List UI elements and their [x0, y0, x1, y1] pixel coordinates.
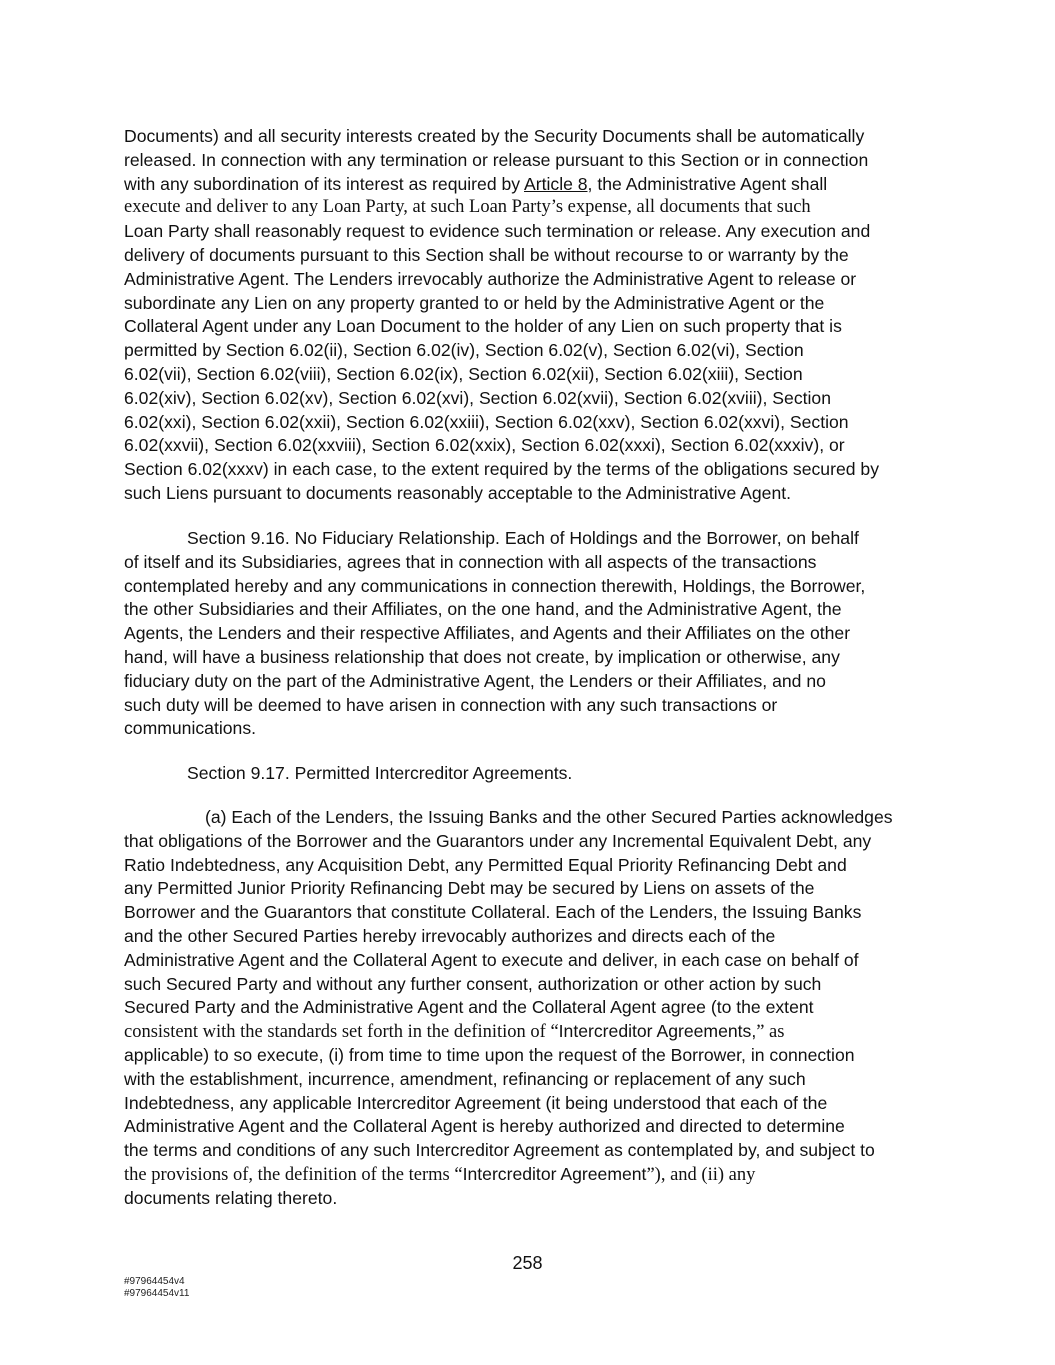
text-segment: the Administrative Agent shall [592, 173, 828, 194]
text-line: released. In connection with any termination or release pursuant to this Section or in connection [124, 149, 869, 170]
document-id-line: #97964454v11 [124, 1288, 190, 1299]
defined-term: Intercreditor Agreement [462, 1163, 647, 1184]
text-segment: with any subordination of its interest as required by [124, 173, 524, 194]
page-number: 258 [512, 1253, 543, 1273]
text-line: execute and deliver to any Loan Party, at such Loan Party’s expense, all documents that such [124, 197, 811, 218]
document-id-footer [124, 1276, 189, 1300]
text-segment: consistent with the standards set forth in the definition of “ [124, 1022, 559, 1043]
text-line: any Permitted Junior Priority Refinancing Debt may be secured by Liens on assets of the [124, 878, 815, 899]
text-line: Administrative Agent. The Lenders irrevocably authorize the Administrative Agent to release or [124, 268, 857, 289]
text-line: documents relating thereto. [124, 1187, 338, 1208]
text-line: Indebtedness, any applicable Intercreditor Agreement (it being understood that each of the [124, 1092, 828, 1113]
text-line: of itself and its Subsidiaries, agrees that in connection with all aspects of the transactions [124, 551, 817, 572]
text-segment: ” as [756, 1022, 785, 1043]
text-segment: ”), and (ii) any [646, 1164, 756, 1185]
text-line: 6.02(vii), Section 6.02(viii), Section 6.02(ix), Section 6.02(xii), Section 6.02(xiii), Section [124, 363, 803, 384]
text-line: such duty will be deemed to have arisen in connection with any such transactions or [124, 694, 778, 715]
text-line: the terms and conditions of any such Intercreditor Agreement as contemplated by, and subject to [124, 1140, 875, 1161]
text-line [124, 1020, 932, 1044]
section-heading-line: Section 9.17. Permitted Intercreditor Agreements. [187, 763, 573, 783]
text-line: 6.02(xxvii), Section 6.02(xxviii), Section 6.02(xxix), Section 6.02(xxxi), Section 6.02(xxxiv), or [124, 435, 845, 456]
text-line: such Secured Party and without any further consent, authorization or other action by such [124, 973, 822, 994]
text-line: permitted by Section 6.02(ii), Section 6.02(iv), Section 6.02(v), Section 6.02(vi), Section [124, 340, 804, 361]
text-line: fiduciary duty on the part of the Administrative Agent, the Lenders or their Affiliates, and no [124, 670, 826, 691]
article-8-link[interactable]: Article 8, [524, 173, 593, 194]
section-9-16 [124, 527, 932, 741]
text-line: Section 6.02(xxxv) in each case, to the extent required by the terms of the obligations secured by [124, 459, 879, 480]
defined-term: Intercreditor Agreements, [558, 1021, 757, 1042]
text-line: and the other Secured Parties hereby irrevocably authorizes and directs each of the [124, 925, 776, 946]
text-line: hand, will have a business relationship that does not create, by implication or otherwise, any [124, 646, 840, 667]
text-line: Documents) and all security interests created by the Security Documents shall be automatically [124, 126, 865, 146]
text-line: the other Subsidiaries and their Affiliates, on the one hand, and the Administrative Agent, the [124, 599, 842, 620]
text-line [124, 1163, 932, 1187]
text-line: with the establishment, incurrence, amendment, refinancing or replacement of any such [124, 1068, 806, 1089]
text-line: Secured Party and the Administrative Agent and the Collateral Agent agree (to the extent [124, 997, 814, 1018]
text-line: Borrower and the Guarantors that constitute Collateral. Each of the Lenders, the Issuing Banks [124, 902, 862, 923]
text-line: applicable) to so execute, (i) from time to time upon the request of the Borrower, in connection [124, 1044, 855, 1065]
text-line: Agents, the Lenders and their respective Affiliates, and Agents and their Affiliates on the other [124, 623, 851, 644]
clause-a [124, 806, 932, 1211]
text-line: 6.02(xiv), Section 6.02(xv), Section 6.02(xvi), Section 6.02(xvii), Section 6.02(xviii), Section [124, 387, 831, 408]
text-segment: the provisions of, the definition of the terms “ [124, 1164, 463, 1185]
text-line: Administrative Agent and the Collateral Agent to execute and deliver, in each case on behalf of [124, 949, 859, 970]
text-line: such Liens pursuant to documents reasonably acceptable to the Administrative Agent. [124, 482, 792, 503]
section-9-17 [124, 762, 932, 786]
text-line: Loan Party shall reasonably request to evidence such termination or release. Any execution and [124, 221, 871, 242]
document-id-line: #97964454v4 [124, 1276, 185, 1287]
text-line: Ratio Indebtedness, any Acquisition Debt, any Permitted Equal Priority Refinancing Debt and [124, 854, 847, 875]
text-line: subordinate any Lien on any property granted to or held by the Administrative Agent or the [124, 292, 825, 313]
text-line: 6.02(xxi), Section 6.02(xxii), Section 6.02(xxiii), Section 6.02(xxv), Section 6.02(xxvi), Section [124, 411, 849, 432]
clause-first-line: (a) Each of the Lenders, the Issuing Banks and the other Secured Parties acknowledges [205, 807, 893, 827]
text-line: that obligations of the Borrower and the Guarantors under any Incremental Equivalent Debt, any [124, 830, 872, 851]
text-line: Collateral Agent under any Loan Document to the holder of any Lien on such property that is [124, 316, 842, 337]
text-line: delivery of documents pursuant to this Section shall be without recourse to or warranty by the [124, 244, 849, 265]
section-heading-line: Section 9.16. No Fiduciary Relationship. Each of Holdings and the Borrower, on behalf [187, 528, 859, 548]
text-line: communications. [124, 718, 257, 739]
text-line [124, 173, 932, 197]
paragraph-release [124, 125, 932, 506]
text-line: Administrative Agent and the Collateral Agent is hereby authorized and directed to determine [124, 1116, 845, 1137]
text-line: contemplated hereby and any communications in connection therewith, Holdings, the Borrower, [124, 575, 866, 596]
